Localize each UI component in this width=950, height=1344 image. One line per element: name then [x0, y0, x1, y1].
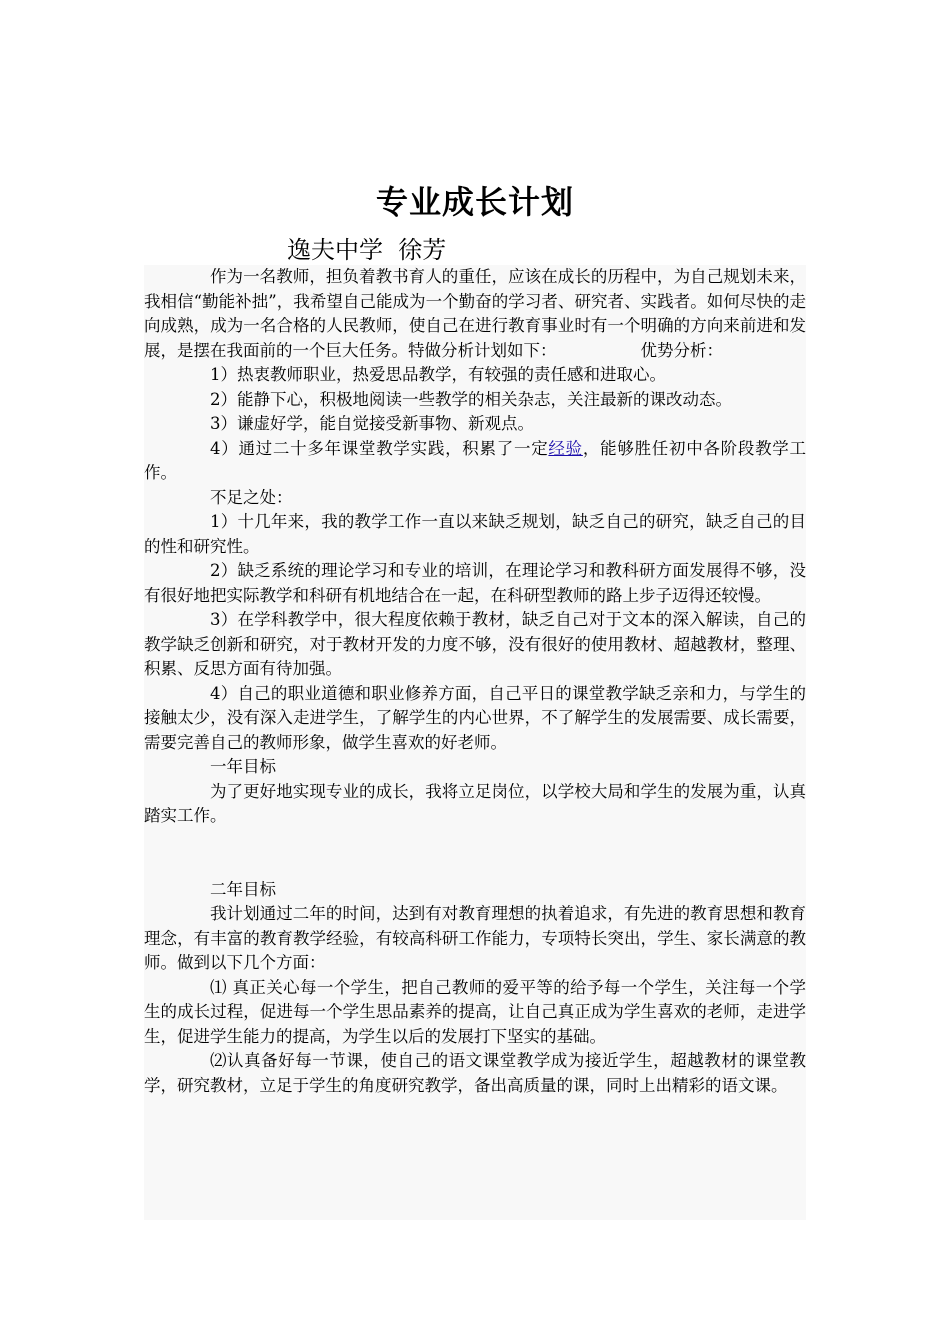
two-year-goal-item: ⑵认真备好每一节课，使自己的语文课堂教学成为接近学生，超越教材的课堂教学，研究教材，立足于学生的角度研究教学，备出高质量的课，同时上出精彩的语文课。	[144, 1051, 806, 1095]
one-year-goal-heading: 一年目标	[210, 757, 276, 776]
weakness-item: 4）自己的职业道德和职业修养方面，自己平日的课堂教学缺乏亲和力，与学生的接触太少，没有深入走进学生，了解学生的内心世界，不了解学生的发展需要、成长需要，需要完善自己的教师形象，做学生喜欢的好老师。	[144, 683, 806, 752]
author-line: 逸夫中学 徐芳	[287, 236, 447, 264]
intro-paragraph	[144, 265, 806, 363]
advantage-item: 2）能静下心，积极地阅读一些教学的相关杂志，关注最新的课改动态。	[210, 389, 732, 409]
weakness-item: 2）缺乏系统的理论学习和专业的培训，在理论学习和教科研方面发展得不够，没有很好地把实际教学和科研有机地结合在一起，在科研型教师的路上步子迈得还较慢。	[144, 561, 806, 605]
advantage-4-after: ，能够胜任初中各阶段教学工作。	[144, 438, 807, 482]
advantages-heading: 优势分析：	[640, 340, 723, 360]
weakness-item: 1）十几年来，我的教学工作一直以来缺乏规划，缺乏自己的研究，缺乏自己的目的性和研究性。	[144, 512, 806, 556]
weaknesses-heading: 不足之处：	[210, 487, 293, 507]
experience-link[interactable]: 经验	[548, 438, 583, 458]
document-body	[144, 265, 806, 1220]
two-year-goal-item: ⑴ 真正关心每一个学生，把自己教师的爱平等的给予每一个学生，关注每一个学生的成长过程，促进每一个学生思品素养的提高，让自己真正成为学生喜欢的老师，走进学生，促进学生能力的提高，为学生以后的发展打下坚实的基础。	[144, 977, 806, 1046]
one-year-goal-text: 为了更好地实现专业的成长，我将立足岗位，以学校大局和学生的发展为重，认真踏实工作。	[144, 781, 806, 825]
two-year-goal-text: 我计划通过二年的时间，达到有对教育理想的执着追求，有先进的教育思想和教育理念，有丰富的教育教学经验，有较高科研工作能力，专项特长突出，学生、家长满意的教师。做到以下几个方面：	[144, 904, 806, 972]
blank-space	[144, 829, 806, 878]
intro-text: 作为一名教师，担负着教书育人的重任，应该在成长的历程中，为自己规划未来，我相信“勤能补拙”，我希望自己能成为一个勤奋的学习者、研究者、实践者。如何尽快的走向成熟，成为一名合格的人民教师，使自己在进行教育事业时有一个明确的方向来前进和发展，是摆在我面前的一个巨大任务。特做分析计划如下：	[144, 267, 806, 360]
weakness-item: 3）在学科教学中，很大程度依赖于教材，缺乏自己对于文本的深入解读，自己的教学缺乏创新和研究，对于教材开发的力度不够，没有很好的使用教材、超越教材，整理、积累、反思方面有待加强。	[144, 610, 806, 678]
advantage-item: 1）热衷教师职业，热爱思品教学，有较强的责任感和进取心。	[210, 365, 666, 384]
advantage-item	[144, 437, 806, 486]
two-year-goal-heading: 二年目标	[210, 879, 276, 899]
document-title: 专业成长计划	[375, 183, 574, 221]
advantage-4-before: 4）通过二十多年课堂教学实践，积累了一定	[210, 438, 549, 458]
advantage-item: 3）谦虚好学，能自觉接受新事物、新观点。	[210, 414, 534, 433]
